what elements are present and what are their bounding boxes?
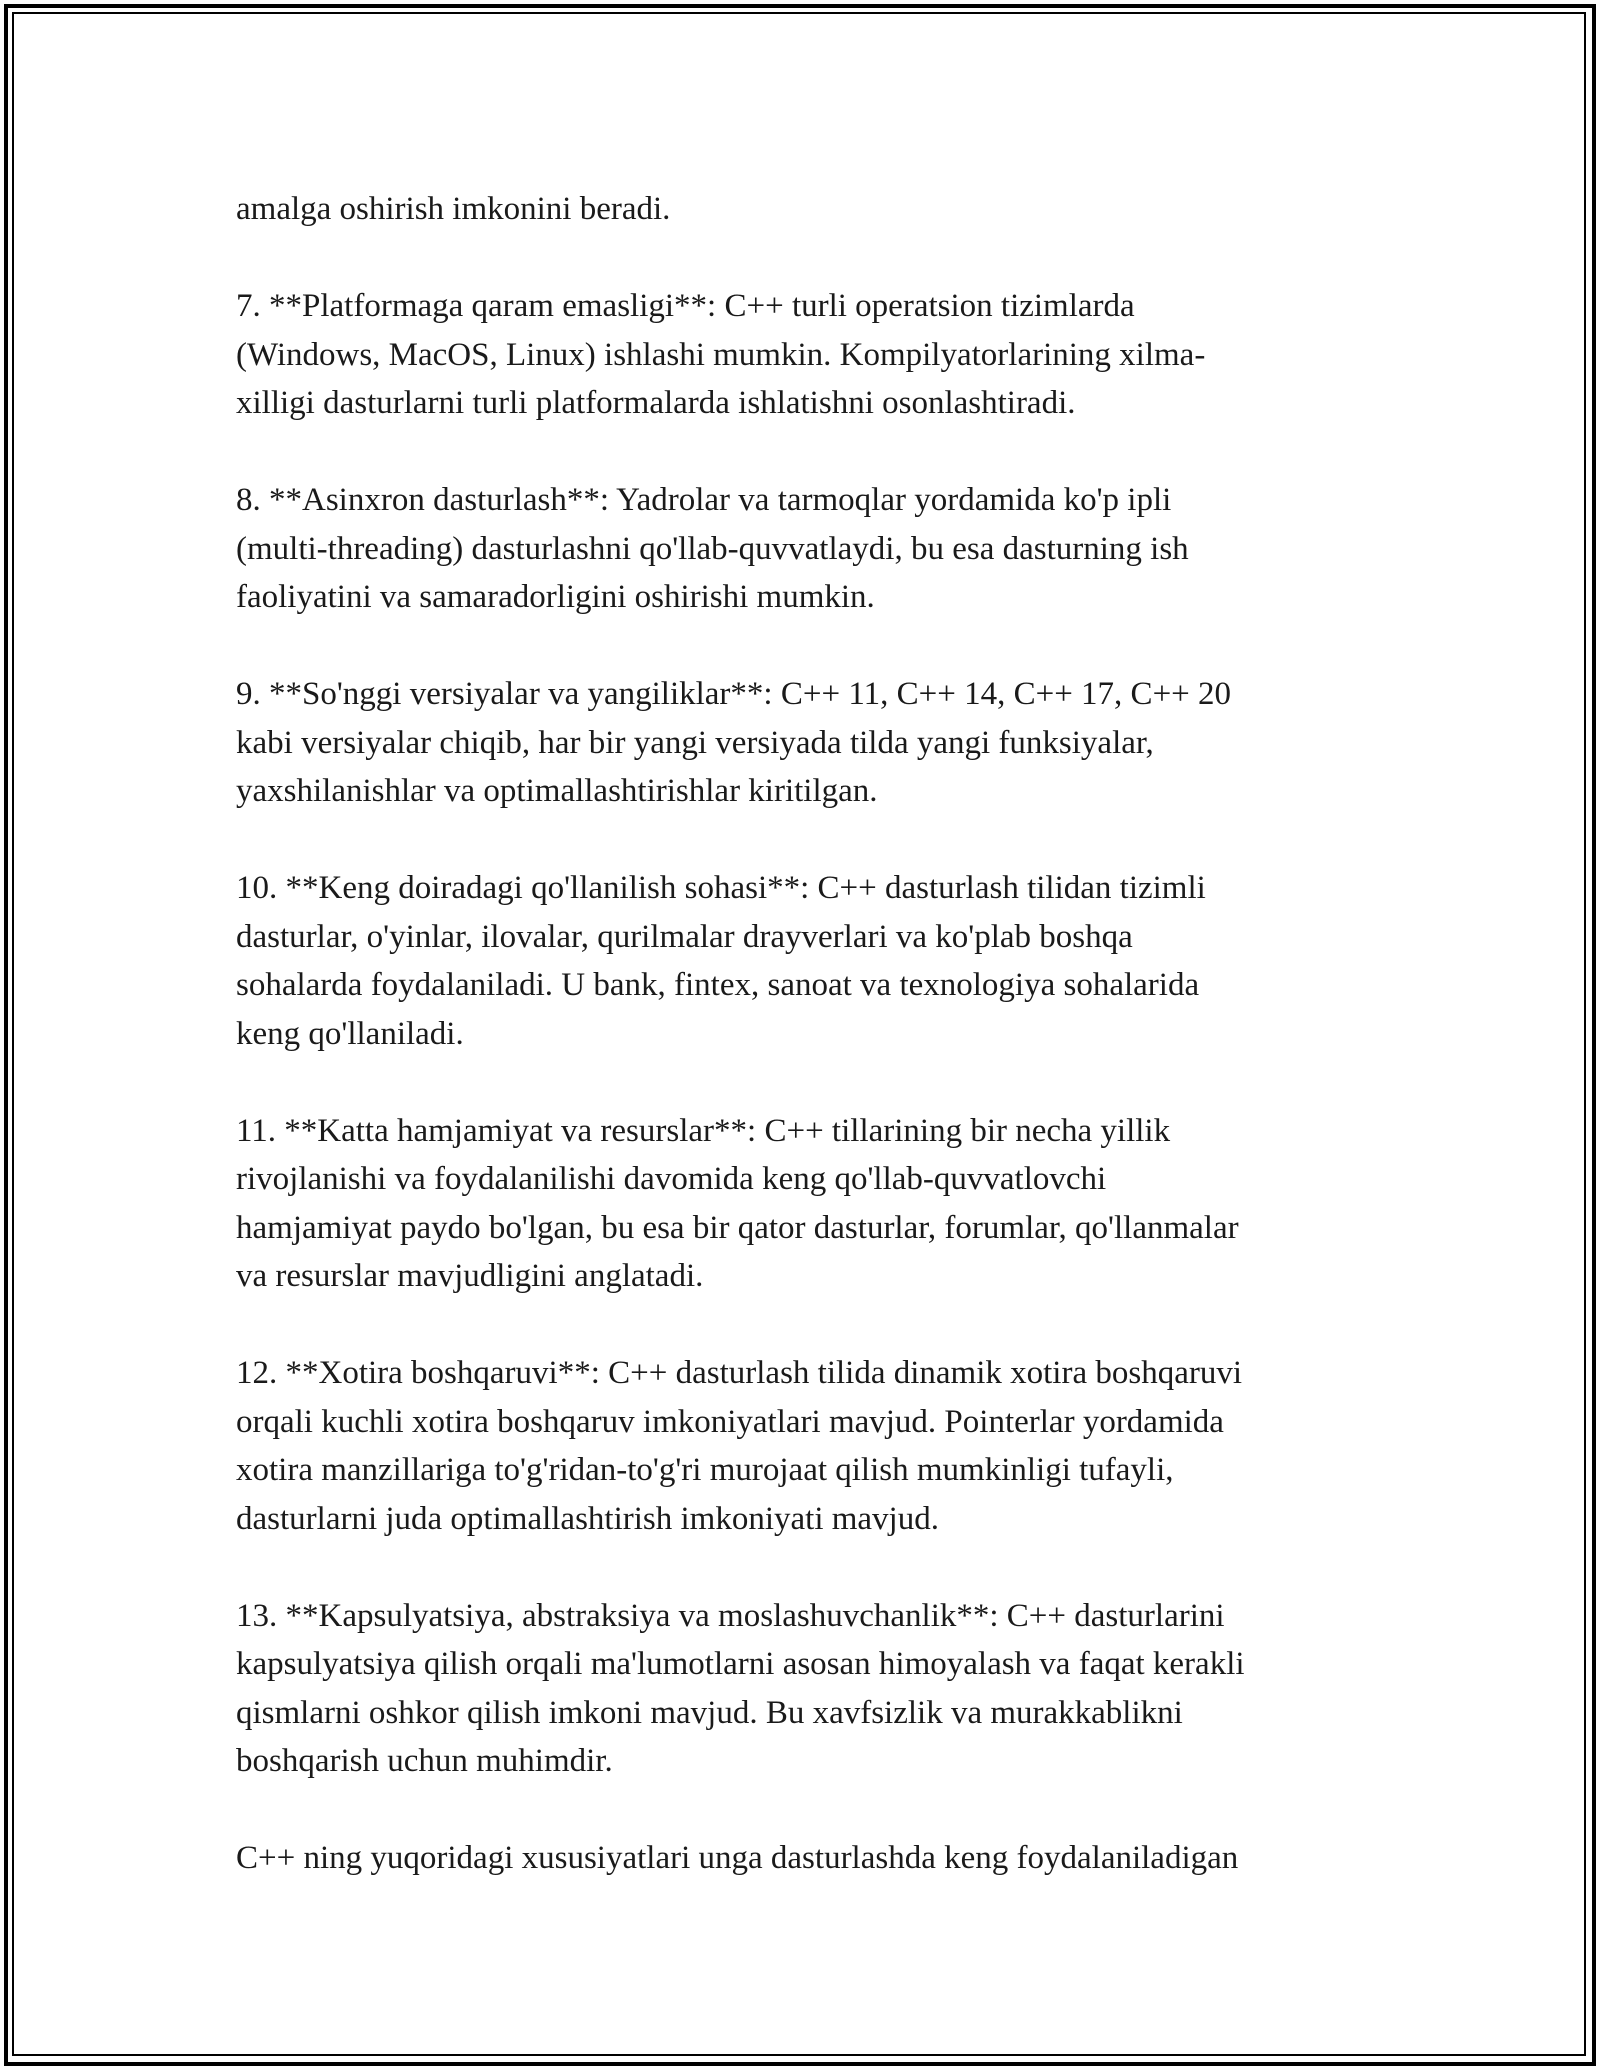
- paragraph-item-11: 11. **Katta hamjamiyat va resurslar**: C++ tillarining bir necha yillik rivojlanishi va foydalanilishi davomida keng qo'llab-quvvatlovchi hamjamiyat paydo bo'lgan, bu esa bir qator dasturlar, forumlar, qo'llanmalar va resurslar mavjudligini anglatadi.: [236, 1112, 1239, 1294]
- paragraph-item-7: 7. **Platformaga qaram emasligi**: C++ turli operatsion tizimlarda (Windows, MacOS, Linux) ishlashi mumkin. Kompilyatorlarining xilma- xilligi dasturlarni turli platformalarda ishlatishni osonlashtiradi.: [236, 288, 1206, 421]
- paragraph-item-9: 9. **So'nggi versiyalar va yangiliklar**: C++ 11, C++ 14, C++ 17, C++ 20 kabi versiyalar chiqib, har bir yangi versiyada tilda yangi funksiyalar, yaxshilanishlar va optimallashtirishlar kiritilgan.: [236, 676, 1232, 809]
- document-body: [236, 185, 1366, 1931]
- paragraph-item-12: 12. **Xotira boshqaruvi**: C++ dasturlash tilida dinamik xotira boshqaruvi orqali kuchli xotira boshqaruv imkoniyatlari mavjud. Pointerlar yordamida xotira manzillariga to'g'ridan-to'g'ri murojaat qilish mumkinligi tufayli, dasturlarni juda optimallashtirish imkoniyati mavjud.: [236, 1355, 1243, 1537]
- paragraph-continuation: amalga oshirish imkonini beradi.: [236, 191, 671, 227]
- paragraph-item-13: 13. **Kapsulyatsiya, abstraksiya va moslashuvchanlik**: C++ dasturlarini kapsulyatsiya qilish orqali ma'lumotlarni asosan himoyalash va faqat kerakli qismlarni oshkor qilish imkoni mavjud. Bu xavfsizlik va murakkablikni boshqarish uchun muhimdir.: [236, 1597, 1245, 1779]
- paragraph-conclusion: C++ ning yuqoridagi xususiyatlari unga dasturlashda keng foydalaniladigan: [236, 1840, 1239, 1876]
- paragraph-item-8: 8. **Asinxron dasturlash**: Yadrolar va tarmoqlar yordamida ko'p ipli (multi-threading) dasturlashni qo'llab-quvvatlaydi, bu esa dasturning ish faoliyatini va samaradorligini oshirishi mumkin.: [236, 482, 1189, 615]
- paragraph-item-10: 10. **Keng doiradagi qo'llanilish sohasi**: C++ dasturlash tilidan tizimli dasturlar, o'yinlar, ilovalar, qurilmalar drayverlari va ko'plab boshqa sohalarda foydalaniladi. U bank, fintex, sanoat va texnologiya sohalarida keng qo'llaniladi.: [236, 870, 1206, 1052]
